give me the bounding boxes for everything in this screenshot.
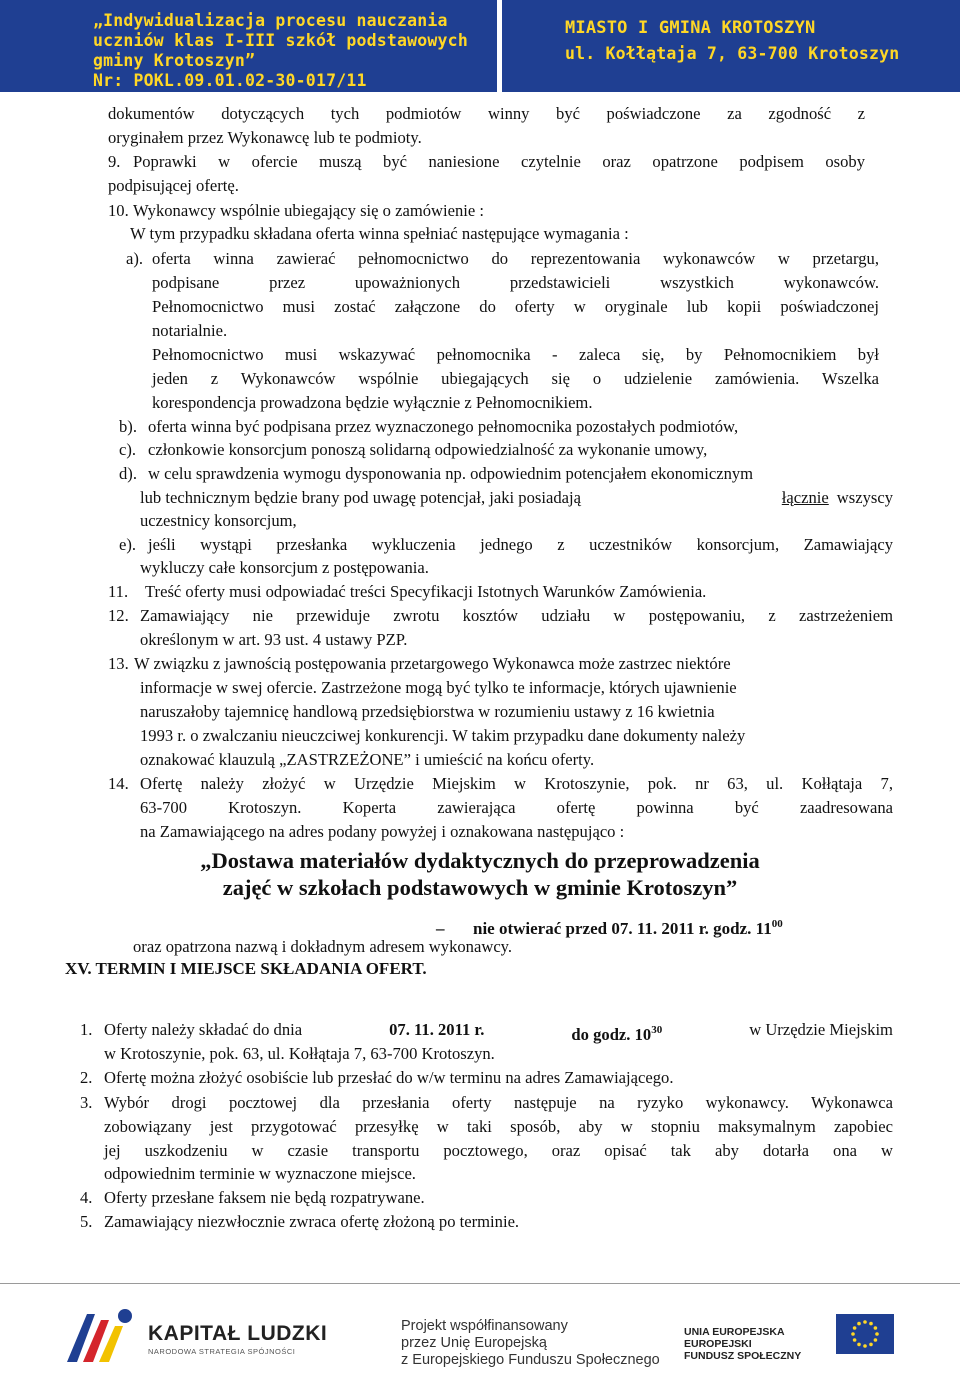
paragraph-line: Wybór drogi pocztowej dla przesłania oferty następuje na ryzyko wykonawcy. Wykonawca <box>104 1093 893 1112</box>
cofinancing-line2: przez Unię Europejską <box>401 1335 547 1351</box>
paragraph-line: oferta winna zawierać pełnomocnictwo do reprezentowania wykonawców w przetargu, <box>152 249 879 268</box>
paragraph-line: informacje w swej ofercie. Zastrzeżone mogą być tylko te informacje, których ujawnienie <box>140 678 737 697</box>
paragraph-line: notarialnie. <box>152 321 228 340</box>
paragraph-line: określonym w art. 93 ust. 4 ustawy PZP. <box>140 630 408 649</box>
list-letter: a). <box>126 249 144 268</box>
paragraph-line: jeśli wystąpi przesłanka wykluczenia jednego z uczestników konsorcjum, Zamawiający <box>148 535 893 554</box>
paragraph-line: jeden z Wykonawców wspólnie ubiegających się o udzielenie zamówienia. Wszelka <box>152 369 879 388</box>
paragraph-line: Pełnomocnictwo musi wskazywać pełnomocnika - zaleca się, by Pełnomocnikiem był <box>152 345 879 364</box>
municipality-address: ul. Kołłątaja 7, 63-700 Krotoszyn <box>565 44 900 63</box>
paragraph-line: naruszałoby tajemnicę handlową przedsiębiorstwa w rozumieniu ustawy z 16 kwietnia <box>140 702 715 721</box>
list-number: 11. <box>108 582 129 601</box>
paragraph-line: Ofertę można złożyć osobiście lub przesłać do w/w terminu na adres Zamawiającego. <box>104 1068 674 1087</box>
paragraph-line: jej uszkodzeniu w czasie transportu pocztowego, oraz opisać tak aby dotarła ona w <box>104 1141 893 1160</box>
cofinancing-line1: Projekt współfinansowany <box>401 1318 568 1334</box>
paragraph-line: Wykonawcy wspólnie ubiegający się o zamówienie : <box>133 201 485 220</box>
section-title: XV. TERMIN I MIEJSCE SKŁADANIA OFERT. <box>65 959 427 978</box>
text-span-group <box>782 488 893 508</box>
kapital-ludzki-logo-icon <box>65 1306 137 1364</box>
paragraph-line: podpisującej ofertę. <box>108 176 239 195</box>
list-letter: b). <box>119 417 137 436</box>
paragraph-line: Ofertę należy złożyć w Urzędzie Miejskim w Krotoszynie, pok. nr 63, ul. Kołłątaja 7, <box>140 774 893 793</box>
cofinancing-note <box>401 1318 660 1369</box>
paragraph-line: Oferty przesłane faksem nie będą rozpatrywane. <box>104 1188 425 1207</box>
paragraph-line: członkowie konsorcjum ponoszą solidarną odpowiedzialność za wykonanie umowy, <box>148 440 708 459</box>
minute-superscript: 30 <box>651 1024 663 1036</box>
paragraph-line <box>104 1020 893 1045</box>
project-number: Nr: POKL.09.01.02-30-017/11 <box>93 71 367 90</box>
paragraph-line: 63-700 Krotoszyn. Koperta zawierająca ofertę powinna być zaadresowana <box>140 798 893 817</box>
paragraph-line: w Krotoszynie, pok. 63, ul. Kołłątaja 7, 63-700 Krotoszyn. <box>104 1044 495 1063</box>
paragraph-line: Pełnomocnictwo musi zostać załączone do oferty w oryginale lub kopii poświadczonej <box>152 297 879 316</box>
paragraph-line: oznakować klauzulą „ZASTRZEŻONE” i umieścić na końcu oferty. <box>140 750 595 769</box>
paragraph-line: odpowiednim terminie w wyznaczone miejsce. <box>104 1164 416 1183</box>
footer-divider <box>0 1283 960 1284</box>
cofinancing-line3: z Europejskiego Funduszu Społecznego <box>401 1352 660 1368</box>
paragraph-line: W tym przypadku składana oferta winna spełniać następujące wymagania : <box>130 224 629 243</box>
envelope-heading-line1: „Dostawa materiałów dydaktycznych do przeprowadzenia <box>200 848 760 873</box>
paragraph-line: w celu sprawdzenia wymogu dysponowania np. odpowiednim potencjałem ekonomicznym <box>148 464 754 483</box>
list-letter: d). <box>119 464 137 483</box>
text-span: Oferty należy składać do dnia <box>104 1020 303 1039</box>
underlined-word: łącznie <box>781 488 829 507</box>
municipality-name: MIASTO I GMINA KROTOSZYN <box>565 18 816 38</box>
list-number: 1. <box>80 1020 93 1039</box>
text-span: . <box>480 1020 485 1039</box>
paragraph-line: Treść oferty musi odpowiadać treści Specyfikacji Istotnych Warunków Zamówienia. <box>145 582 707 601</box>
paragraph-line: Zamawiający niezwłocznie zwraca ofertę złożoną po terminie. <box>104 1212 520 1231</box>
text-span: wszyscy <box>836 488 893 507</box>
list-number: 3. <box>80 1093 93 1112</box>
list-number: 10. <box>108 201 129 220</box>
list-number: 12. <box>108 606 129 625</box>
list-letter: e). <box>119 535 137 554</box>
paragraph-line: Poprawki w ofercie muszą być naniesione czytelnie oraz opatrzone podpisem osoby <box>133 152 865 171</box>
eu-line3: FUNDUSZ SPOŁECZNY <box>684 1350 802 1362</box>
text-span: lub technicznym będzie brany pod uwagę potencjał, jaki posiadają <box>140 488 581 507</box>
list-number: 2. <box>80 1068 93 1087</box>
paragraph-line: na Zamawiającego na adres podany powyżej i oznakowana następująco : <box>140 822 625 841</box>
paragraph-line: oryginałem przez Wykonawcę lub te podmioty. <box>108 128 422 147</box>
paragraph-line: W związku z jawnością postępowania przetargowego Wykonawca może zastrzec niektóre <box>134 654 731 673</box>
hour-superscript: 00 <box>771 918 783 930</box>
document-header <box>0 0 960 95</box>
list-number: 4. <box>80 1188 93 1207</box>
list-letter: c). <box>119 440 137 459</box>
eu-flag-icon <box>836 1314 894 1354</box>
do-not-open-notice <box>436 914 783 939</box>
text-span: w Urzędzie Miejskim <box>749 1020 893 1039</box>
paragraph-line: dokumentów dotyczących tych podmiotów winny być poświadczone za zgodność z <box>108 104 865 123</box>
paragraph-line: podpisane przez upoważnionych przedstawicieli wszystkich wykonawców. <box>152 273 879 292</box>
project-title-line2: uczniów klas I-III szkół podstawowych <box>93 31 468 50</box>
do-not-open-text: nie otwierać przed 07. 11. 2011 r. godz. 11 <box>473 919 772 938</box>
paragraph-line <box>140 488 893 508</box>
deadline-hour-text: do godz. 10 <box>571 1025 652 1044</box>
list-number: 13. <box>108 654 129 673</box>
kapital-ludzki-title: KAPITAŁ LUDZKI <box>148 1322 328 1345</box>
dash: – <box>436 919 445 938</box>
project-title-line3: gminy Krotoszyn” <box>93 51 256 70</box>
eu-line2: EUROPEJSKI <box>684 1338 752 1350</box>
list-number: 5. <box>80 1212 93 1231</box>
eu-line1: UNIA EUROPEJSKA <box>684 1326 785 1338</box>
paragraph-line: zobowiązany jest przygotować przesyłkę w taki sposób, aby w stopniu maksymalnym zapobiec <box>104 1117 893 1136</box>
municipality-banner <box>502 0 960 92</box>
project-title-line1: „Indywidualizacja procesu nauczania <box>93 11 448 30</box>
paragraph-line: Zamawiający nie przewiduje zwrotu kosztów udziału w postępowaniu, z zastrzeżeniem <box>140 606 893 625</box>
paragraph-line: oraz opatrzona nazwą i dokładnym adresem wykonawcy. <box>133 937 513 956</box>
paragraph-line: 1993 r. o zwalczaniu nieuczciwej konkurencji. W takim przypadku dane dokumenty należy <box>140 726 746 745</box>
deadline-date <box>389 1020 484 1045</box>
paragraph-line: wykluczy całe konsorcjum z postępowania. <box>140 558 429 577</box>
project-title-banner <box>0 0 497 92</box>
deadline-hour <box>571 1020 662 1045</box>
paragraph-line: oferta winna być podpisana przez wyznaczonego pełnomocnika pozostałych podmiotów, <box>148 417 739 436</box>
list-number: 14. <box>108 774 129 793</box>
envelope-heading-line2: zajęć w szkołach podstawowych w gminie Krotoszyn” <box>222 875 738 900</box>
kapital-ludzki-subtitle: NARODOWA STRATEGIA SPÓJNOŚCI <box>148 1347 296 1356</box>
list-number: 9. <box>108 152 121 171</box>
paragraph-line: uczestnicy konsorcjum, <box>140 511 297 530</box>
eu-logo-text <box>684 1326 801 1362</box>
deadline-date-text: 07. 11. 2011 r <box>389 1020 481 1039</box>
paragraph-line: korespondencja prowadzona będzie wyłącznie z Pełnomocnikiem. <box>152 393 593 412</box>
